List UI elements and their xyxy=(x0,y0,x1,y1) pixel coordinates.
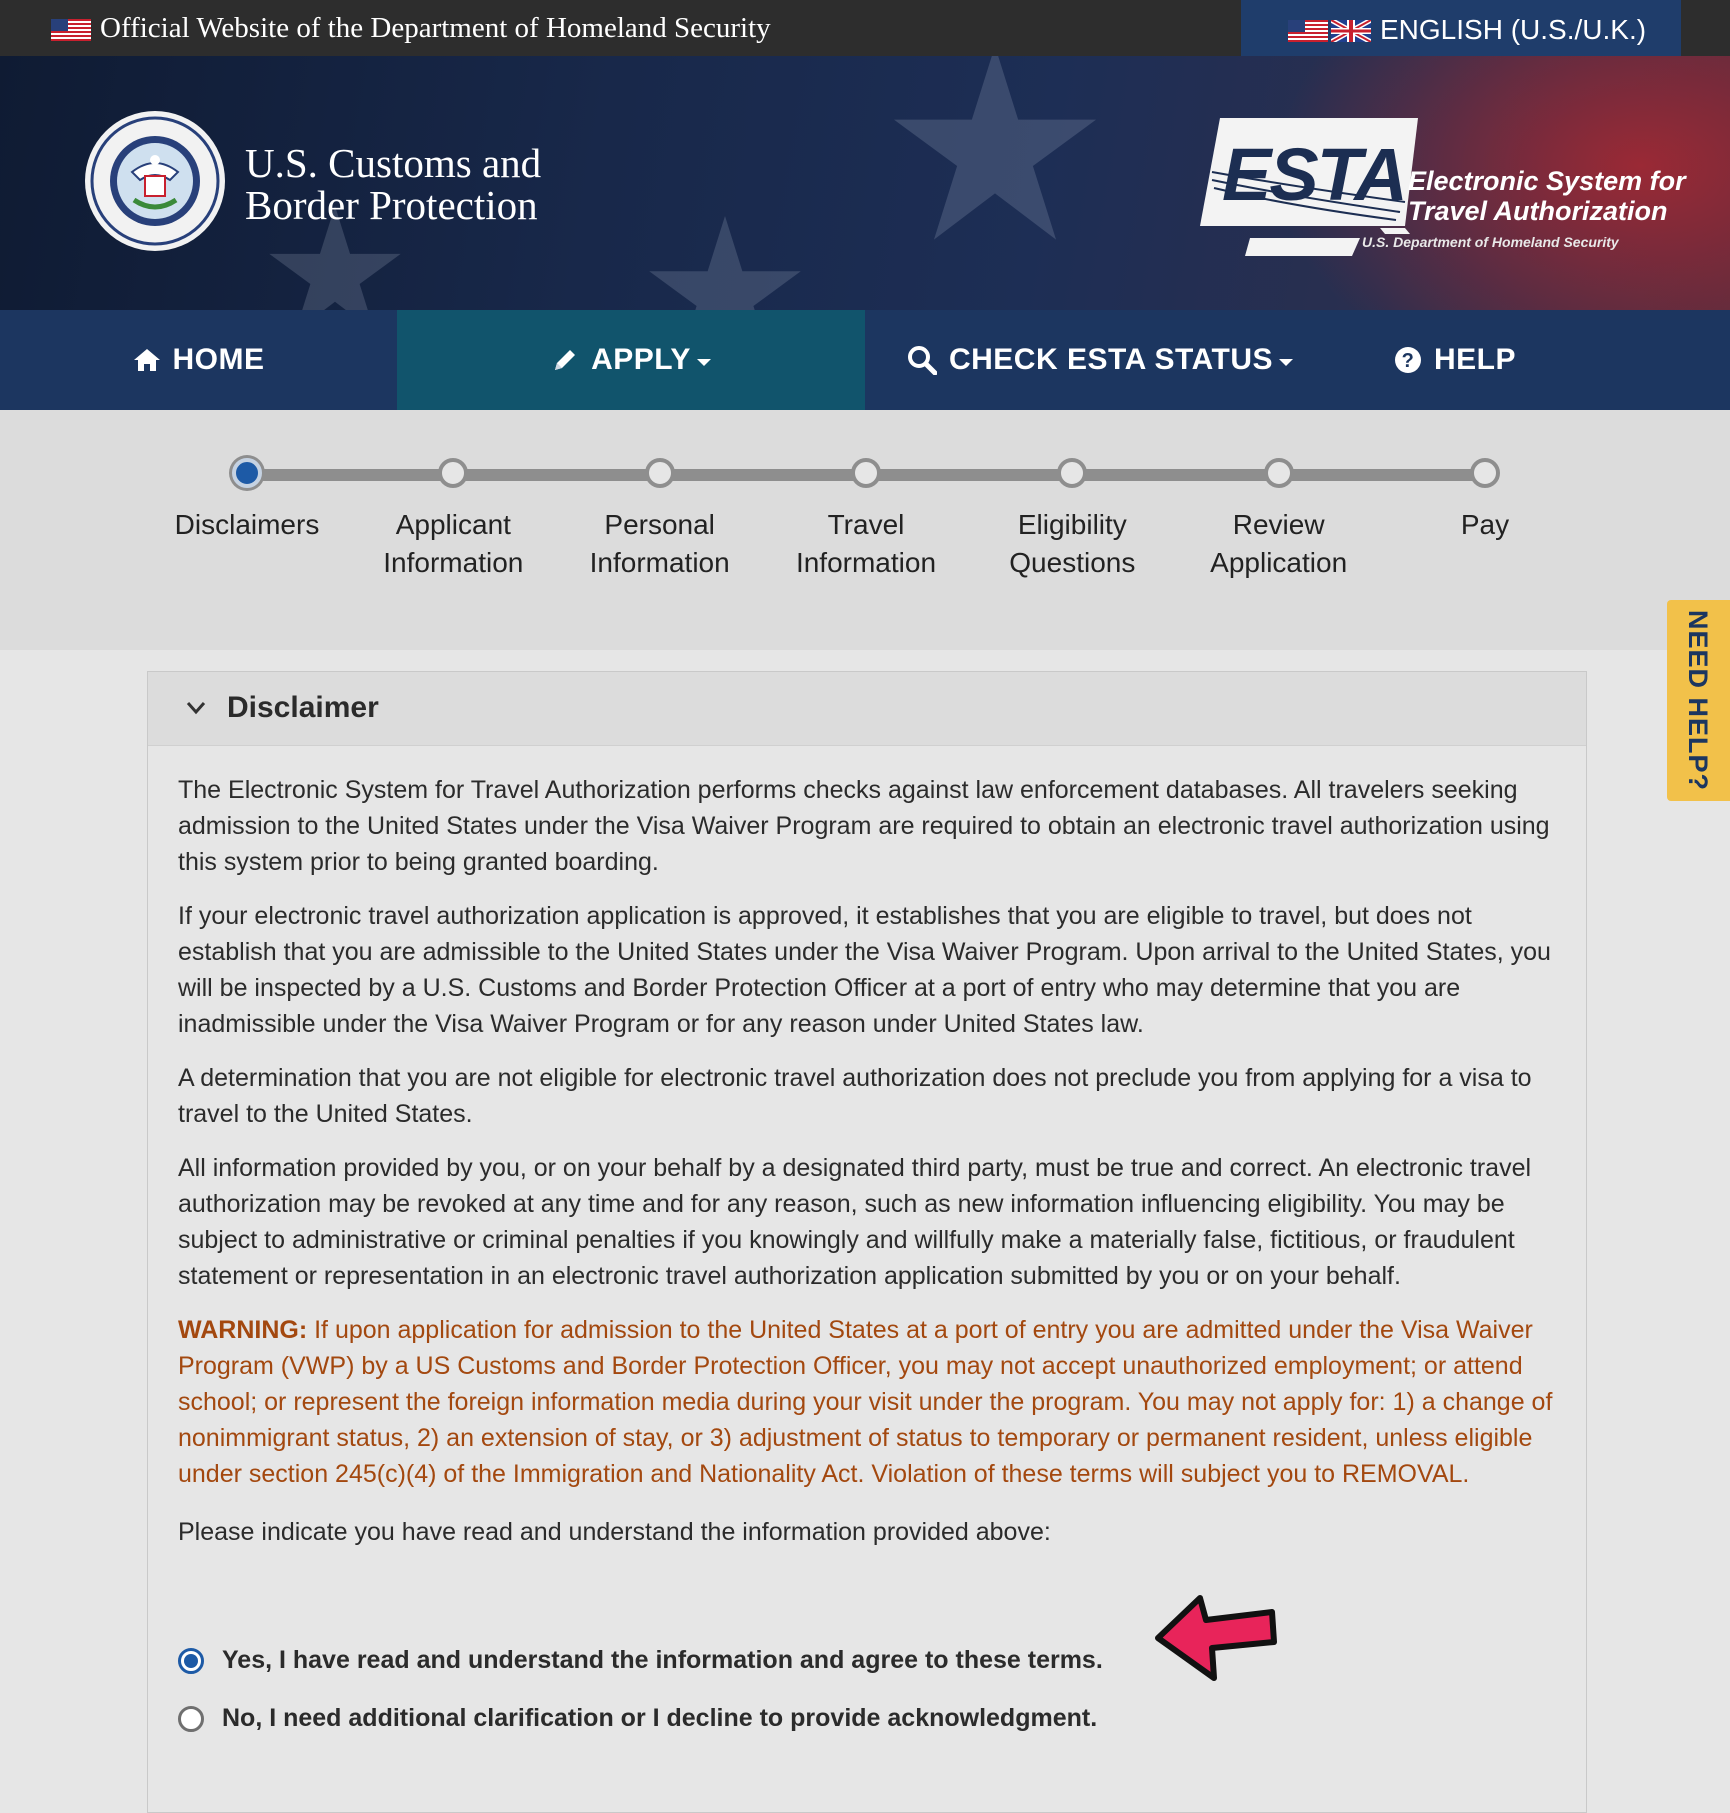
chevron-down-icon xyxy=(697,359,711,366)
option-no-label: No, I need additional clarification or I decline to provide acknowledgment. xyxy=(222,1704,1098,1732)
progress-step-label-line2: Questions xyxy=(1009,547,1136,578)
agency-name-line2: Border Protection xyxy=(245,182,538,228)
progress-step-label xyxy=(1385,506,1585,544)
nav-help-label: HELP xyxy=(1433,343,1516,376)
progress-step-label-line1: Personal xyxy=(604,509,715,540)
progress-step-label-line2: Information xyxy=(795,547,937,578)
star-decoration xyxy=(640,216,810,310)
question-circle-icon xyxy=(1394,346,1422,374)
us-flag-icon xyxy=(1288,20,1328,42)
main-navigation xyxy=(0,310,1730,410)
option-no[interactable] xyxy=(178,1704,1097,1733)
nav-help[interactable] xyxy=(1335,310,1575,410)
progress-step-dot xyxy=(1057,458,1087,488)
disclaimer-panel xyxy=(147,671,1587,1813)
nav-home[interactable] xyxy=(0,310,397,410)
nav-check-status[interactable] xyxy=(865,310,1335,410)
progress-step-label xyxy=(560,506,760,582)
progress-step-label-line2: Application xyxy=(1210,547,1348,578)
disclaimer-header[interactable] xyxy=(148,672,1586,746)
gov-banner-title: Official Website of the Department of Homeland Security xyxy=(100,12,771,44)
progress-step-dot xyxy=(438,458,468,488)
disclaimer-title: Disclaimer xyxy=(227,691,379,724)
option-yes[interactable] xyxy=(178,1646,1103,1675)
radio-dot xyxy=(184,1654,198,1668)
agency-name-line1: U.S. Customs and xyxy=(245,140,542,186)
progress-step-dot xyxy=(1470,458,1500,488)
radio-no[interactable] xyxy=(178,1706,204,1732)
disclaimer-paragraph: The Electronic System for Travel Authorization performs checks against law enforcement databases. All travelers seeking admission to the United States under the Visa Waiver Program are required to obtain an electronic travel authorization using this system prior to being granted boarding. xyxy=(178,776,1550,876)
search-icon xyxy=(907,345,937,375)
need-help-label: NEED HELP? xyxy=(1683,610,1713,792)
home-icon xyxy=(133,347,161,373)
us-flag-icon xyxy=(51,19,91,41)
progress-step-label-line1: Eligibility xyxy=(1017,509,1127,540)
esta-tagline-line2: Travel Authorization xyxy=(1408,196,1668,226)
progress-step-label-line1: Pay xyxy=(1460,509,1510,540)
annotation-arrow-icon xyxy=(1150,1590,1280,1686)
chevron-down-icon xyxy=(1279,359,1293,366)
progress-step-label xyxy=(972,506,1172,582)
progress-step-label xyxy=(147,506,347,544)
chevron-down-icon xyxy=(186,700,206,716)
esta-dept-label: U.S. Department of Homeland Security xyxy=(1362,234,1619,250)
disclaimer-paragraph: If your electronic travel authorization application is approved, it establishes that you are eligible to travel, but does not establish that you are admissible to the United States under the Visa Waiver Program. Upon arrival to the United States, you will be inspected by a U.S. Customs and Border Protection Officer at a port of entry who may determine that you are inadmissible under the Visa Waiver Program or for any reason under United States law. xyxy=(178,902,1551,1038)
pencil-icon xyxy=(551,346,579,374)
gov-banner xyxy=(0,0,1730,56)
progress-step-label xyxy=(766,506,966,582)
nav-apply[interactable] xyxy=(397,310,865,410)
nav-home-label: HOME xyxy=(172,343,265,376)
nav-apply-label: APPLY xyxy=(591,343,691,376)
progress-step-label-line1: Review xyxy=(1232,509,1325,540)
site-header xyxy=(0,56,1730,310)
esta-tagline xyxy=(1408,166,1686,226)
uk-flag-icon xyxy=(1331,20,1371,42)
radio-yes[interactable] xyxy=(178,1648,204,1674)
progress-step-label-line2: Information xyxy=(383,547,524,578)
disclaimer-paragraph: A determination that you are not eligible for electronic travel authorization does not preclude you from applying for a visa to travel to the United States. xyxy=(178,1064,1532,1128)
progress-stepper xyxy=(0,410,1730,650)
disclaimer-body xyxy=(178,772,1563,1568)
svg-text:?: ? xyxy=(1401,350,1415,372)
progress-step-label xyxy=(1179,506,1379,582)
progress-step-dot xyxy=(851,458,881,488)
progress-step-label-line1: Disclaimers xyxy=(174,509,320,540)
dhs-seal-icon[interactable] xyxy=(84,110,226,252)
progress-step-label xyxy=(353,506,553,582)
language-label: ENGLISH (U.S./U.K.) xyxy=(1380,14,1647,45)
need-help-tab[interactable] xyxy=(1667,600,1730,801)
progress-step-dot xyxy=(645,458,675,488)
warning-label: WARNING: xyxy=(178,1316,308,1344)
language-selector[interactable] xyxy=(1241,0,1681,56)
disclaimer-paragraph: All information provided by you, or on your behalf by a designated third party, must be true and correct. An electronic travel authorization may be revoked at any time and for any reason, such as new information influencing eligibility. You may be subject to administrative or criminal penalties if you knowingly and willfully make a materially false, fictitious, or fraudulent statement or representation in an electronic travel authorization application submitted by you or on your behalf. xyxy=(178,1154,1532,1290)
star-decoration xyxy=(880,56,1110,246)
progress-step-dot xyxy=(232,458,262,488)
esta-tagline-line1: Electronic System for xyxy=(1408,166,1686,196)
svg-text:ESTA: ESTA xyxy=(1222,133,1406,216)
nav-check-status-label: CHECK ESTA STATUS xyxy=(948,343,1274,376)
acknowledgment-prompt: Please indicate you have read and understand the information provided above: xyxy=(178,1518,1051,1546)
progress-step-dot xyxy=(1264,458,1294,488)
progress-step-label-line1: Applicant xyxy=(395,509,511,540)
progress-step-label-line1: Travel xyxy=(827,509,905,540)
progress-step-label-line2: Information xyxy=(589,547,730,578)
option-yes-label: Yes, I have read and understand the information and agree to these terms. xyxy=(222,1646,1103,1674)
warning-text: If upon application for admission to the United States at a port of entry you are admitted under the Visa Waiver Program (VWP) by a US Customs and Border Protection Officer, you may not accept unauthorized employment; or attend school; or represent the foreign information media during your visit under the program. You may not apply for: 1) a change of nonimmigrant status, 2) an extension of stay, or 3) adjustment of status to temporary or permanent resident, unless eligible under section 245(c)(4) of the Immigration and Nationality Act. Violation of these terms will subject you to REMOVAL. xyxy=(178,1316,1553,1488)
agency-name xyxy=(245,142,541,226)
warning-paragraph xyxy=(178,1312,1563,1492)
